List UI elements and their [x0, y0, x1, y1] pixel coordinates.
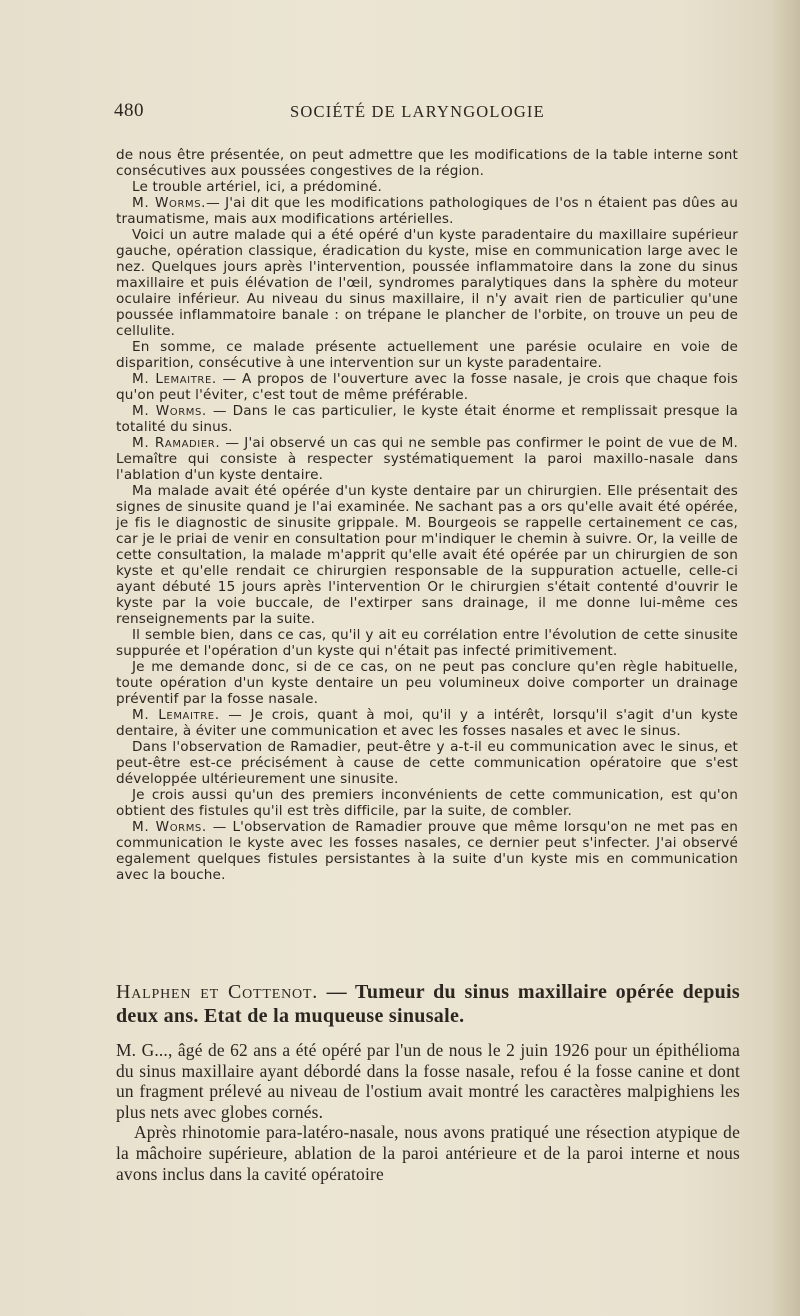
speech-text: — Dans le cas particulier, le kyste était énorme et remplissait presque la totalité du sinus. — [116, 403, 738, 435]
speaker-name: M. Worms. — [132, 195, 207, 211]
speech-text: — Je crois, quant à moi, qu'il y a intérêt, lorsqu'il s'agit d'un kyste dentaire, à éviter une communication et avec les fosses nasales et avec le sinus. — [116, 707, 738, 739]
section-title: — Tumeur du sinus maxillaire opérée depuis deux ans. Etat de la muqueuse sinusale. — [116, 981, 740, 1027]
section-heading — [116, 980, 740, 1028]
paragraph: Voici un autre malade qui a été opéré d'un kyste paradentaire du maxillaire supérieur gauche, opération classique, éradication du kyste, mise en communication large avec le nez. Quelques jours après l'intervention, poussée inflammatoire dans la zone du sinus maxillaire et puis élévation de l'œil, syndromes paralytiques dans la sphère du moteur oculaire inférieur. Au niveau du sinus maxillaire, il n'y avait rien de particulier qu'une poussée inflammatoire banale : on trépane le plancher de l'orbite, on trouve un peu de cellulite. — [116, 227, 738, 339]
paragraph — [116, 819, 738, 883]
paragraph: Dans l'observation de Ramadier, peut-être y a-t-il eu communication avec le sinus, et peut-être est-ce précisément à cause de cette communication opératoire que s'est développée ultérieurement une sinusite. — [116, 739, 738, 787]
paragraph: Après rhinotomie para-latéro-nasale, nous avons pratiqué une résection atypique de la mâchoire supérieure, ablation de la paroi antérieure et de la paroi interne et nous avons inclus dans la cavité opératoire — [116, 1122, 740, 1184]
speech-text: — J'ai observé un cas qui ne semble pas confirmer le point de vue de M. Lemaître qui consiste à respecter systématiquement la paroi maxillo-nasale dans l'ablation d'un kyste dentaire. — [116, 435, 738, 483]
paragraph: Je crois aussi qu'un des premiers inconvénients de cette communication, est qu'on obtient des fistules qu'il est très difficile, par la suite, de combler. — [116, 787, 738, 819]
paragraph — [116, 435, 738, 483]
speaker-name: M. Ramadier. — [132, 435, 221, 451]
paragraph: M. G..., âgé de 62 ans a été opéré par l'un de nous le 2 juin 1926 pour un épithélioma du sinus maxillaire ayant débordé dans la fosse nasale, refou é la fosse canine et dont un fragment prélevé au niveau de l'ostium avait montré les caractères malpighiens les plus nets avec globes cornés. — [116, 1040, 740, 1122]
discussion-text — [116, 147, 738, 883]
case-report — [116, 1040, 740, 1184]
speaker-name: M. Worms. — [132, 403, 207, 419]
speech-text: — L'observation de Ramadier prouve que même lorsqu'on ne met pas en communication le kyste avec les fosses nasales, ce dernier peut s'infecter. J'ai observé egalement quelques fistules persistantes à la suite d'un kyste mis en communication avec la bouche. — [116, 819, 738, 883]
paragraph: Je me demande donc, si de ce cas, on ne peut pas conclure qu'en règle habituelle, toute opération d'un kyste dentaire un peu volumineux doive comporter un drainage préventif par la fosse nasale. — [116, 659, 738, 707]
paragraph: En somme, ce malade présente actuellement une parésie oculaire en voie de disparition, consécutive à une intervention sur un kyste paradentaire. — [116, 339, 738, 371]
paragraph — [116, 403, 738, 435]
paragraph — [116, 371, 738, 403]
speaker-name: M. Worms. — [132, 819, 207, 835]
speech-text: — A propos de l'ouverture avec la fosse nasale, je crois que chaque fois qu'on peut l'éviter, c'est tout de même préférable. — [116, 371, 738, 403]
speech-text: — J'ai dit que les modifications pathologiques de l'os n étaient pas dûes au traumatisme, mais aux modifications artérielles. — [116, 195, 738, 227]
section-authors: Halphen et Cottenot. — [116, 981, 319, 1003]
page-number: 480 — [114, 100, 144, 121]
paragraph: de nous être présentée, on peut admettre que les modifications de la table interne sont consécutives aux poussées congestives de la région. — [116, 147, 738, 179]
paragraph: Le trouble artériel, ici, a prédominé. — [132, 179, 382, 195]
page-edge-shadow — [770, 0, 800, 1316]
running-title: SOCIÉTÉ DE LARYNGOLOGIE — [290, 102, 545, 121]
speaker-name: M. Lemaitre. — [132, 371, 217, 387]
paragraph — [116, 195, 738, 227]
page-header — [114, 100, 730, 130]
paragraph: Ma malade avait été opérée d'un kyste dentaire par un chirurgien. Elle présentait des signes de sinusite quand je l'ai examinée. Ne sachant pas a ors qu'elle avait été opérée, je fis le diagnostic de sinusite grippale. M. Bourgeois se rappelle certainement ce cas, car je le priai de venir en consultation pour m'indiquer le chemin à suivre. Or, la veille de cette consultation, la malade m'apprit qu'elle avait été opérée par un chirurgien de son kyste et qu'elle rendait ce chirurgien responsable de la suppuration actuelle, celle-ci ayant débuté 15 jours après l'intervention Or le chirurgien s'était contenté d'ouvrir le kyste par la voie buccale, de l'extirper sans drainage, il me donne lui-même ces renseignements par la suite. — [116, 483, 738, 627]
speaker-name: M. Lemaitre. — [132, 707, 220, 723]
paragraph: Il semble bien, dans ce cas, qu'il y ait eu corrélation entre l'évolution de cette sinusite suppurée et l'opération d'un kyste qui n'était pas infecté primitivement. — [116, 627, 738, 659]
paragraph — [116, 707, 738, 739]
